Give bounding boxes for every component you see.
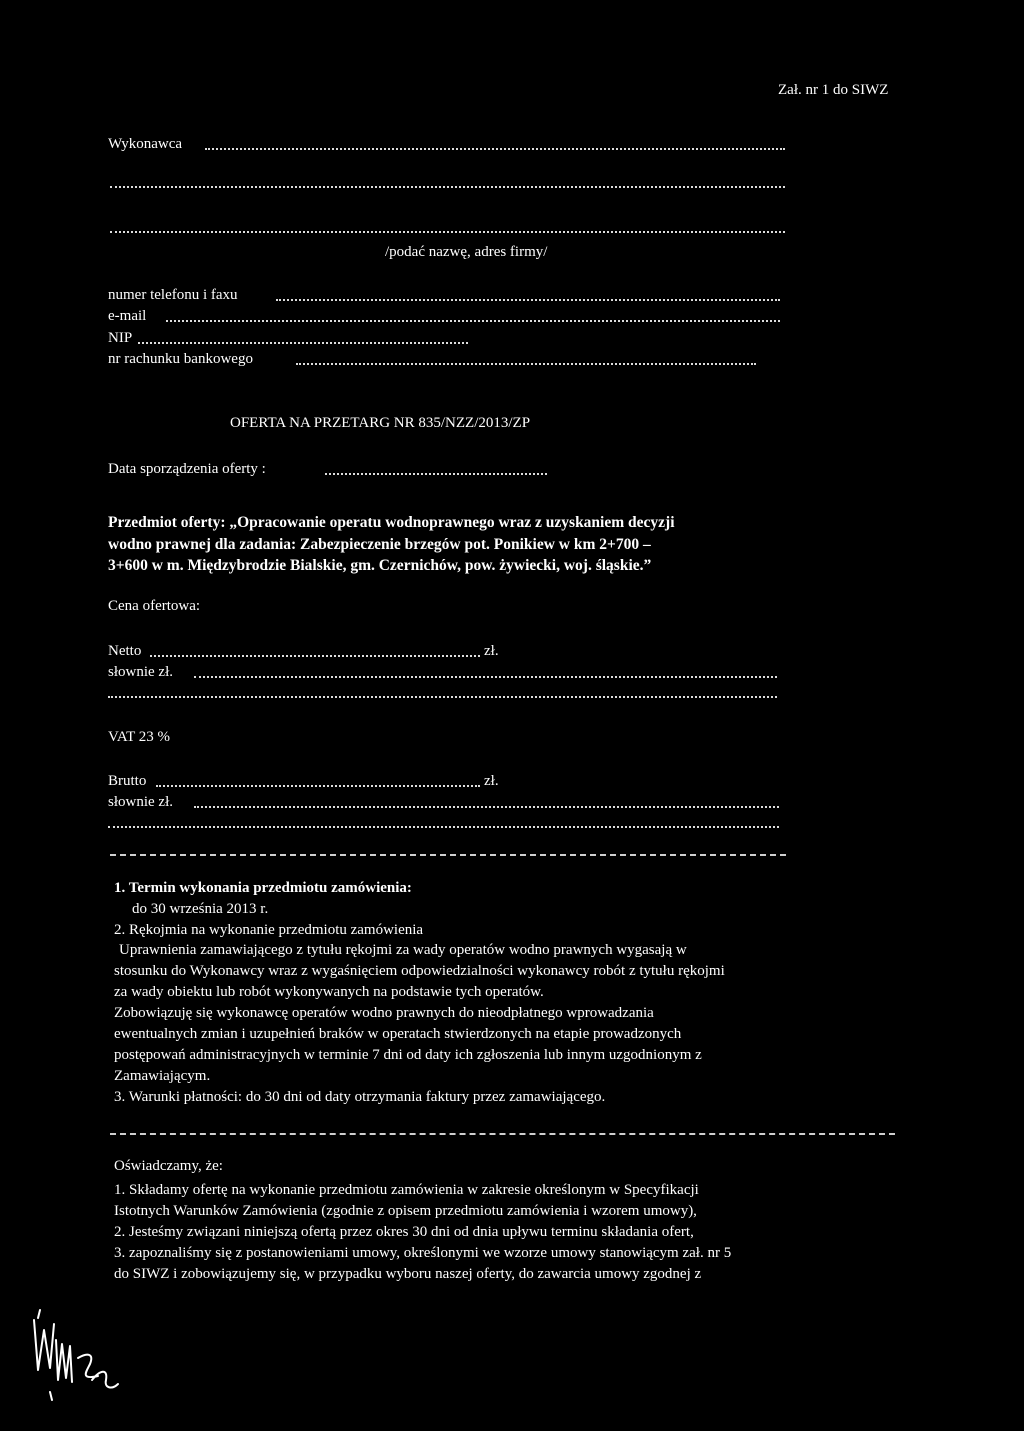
term-3-line: 3. Warunki płatności: do 30 dni od daty otrzymania faktury przez zamawiającego.	[114, 1089, 606, 1105]
email-label: e-mail	[108, 308, 147, 324]
contractor-name-hint: /podać nazwę, adres firmy/	[385, 244, 548, 260]
term-2-line-4: Zobowiązuję się wykonawcę operatów wodno prawnych do nieodpłatnego wprowadzania	[114, 1005, 654, 1021]
term-2-line-6: postępowań administracyjnych w terminie 7 dni od daty ich zgłoszenia lub innym uzgodnionym z	[114, 1047, 702, 1063]
contractor-field-line-1	[205, 148, 785, 150]
bank-account-field-line	[296, 363, 756, 365]
term-2-line-2: stosunku do Wykonawcy wraz z wygaśnięciem odpowiedzialności wykonawcy robót z tytułu rękojmi	[114, 963, 725, 979]
brutto-field-line	[156, 785, 480, 787]
offer-date-label: Data sporządzenia oferty :	[108, 461, 266, 477]
phone-field-line	[276, 299, 780, 301]
declaration-2-line: 2. Jesteśmy związani niniejszą ofertą przez okres 30 dni od dnia upływu terminu składania ofert,	[114, 1224, 694, 1240]
netto-label: Netto	[108, 643, 142, 659]
section-divider-1	[110, 854, 786, 856]
term-2-line-3: za wady obiektu lub robót wykonywanych na podstawie tych operatów.	[114, 984, 544, 1000]
offer-subject-line-2: wodno prawnej dla zadania: Zabezpieczenie brzegów pot. Ponikiew w km 2+700 –	[108, 536, 651, 553]
netto-words-field-line-2	[108, 696, 777, 698]
term-2-line-1: Uprawnienia zamawiającego z tytułu rękojmi za wady operatów wodno prawnych wygasają w	[119, 942, 687, 958]
section-divider-2	[110, 1133, 895, 1135]
email-field-line	[166, 320, 780, 322]
netto-currency: zł.	[484, 643, 499, 659]
price-label: Cena ofertowa:	[108, 598, 201, 614]
vat-label: VAT 23 %	[108, 729, 170, 745]
contractor-field-line-2	[110, 186, 785, 188]
term-1-heading: 1. Termin wykonania przedmiotu zamówienia:	[114, 880, 412, 896]
bank-account-label: nr rachunku bankowego	[108, 351, 253, 367]
nip-label: NIP	[108, 330, 133, 346]
declaration-3-line-2: do SIWZ i zobowiązujemy się, w przypadku wyboru naszej oferty, do zawarcia umowy zgodnej z	[114, 1266, 702, 1282]
netto-words-field-line-1	[194, 676, 777, 678]
declaration-1-line-1: 1. Składamy ofertę na wykonanie przedmiotu zamówienia w zakresie określonym w Specyfikacji	[114, 1182, 699, 1198]
brutto-currency: zł.	[484, 773, 499, 789]
netto-words-label: słownie zł.	[108, 664, 173, 680]
offer-subject-line-3: 3+600 w m. Międzybrodzie Bialskie, gm. Czernichów, pow. żywiecki, woj. śląskie.”	[108, 557, 652, 574]
offer-date-field-line	[325, 473, 547, 475]
phone-label: numer telefonu i faxu	[108, 287, 238, 303]
brutto-words-label: słownie zł.	[108, 794, 173, 810]
brutto-words-field-line-2	[108, 826, 779, 828]
contractor-label: Wykonawca	[108, 136, 183, 152]
nip-field-line	[138, 342, 468, 344]
handwritten-initials-icon	[28, 1300, 138, 1405]
offer-title: OFERTA NA PRZETARG NR 835/NZZ/2013/ZP	[230, 415, 531, 431]
offer-subject-line-1: Przedmiot oferty: „Opracowanie operatu wodnoprawnego wraz z uzyskaniem decyzji	[108, 514, 675, 531]
brutto-label: Brutto	[108, 773, 147, 789]
declaration-1-line-2: Istotnych Warunków Zamówienia (zgodnie z opisem przedmiotu zamówienia i wzorem umowy),	[114, 1203, 697, 1219]
term-2-line-7: Zamawiającym.	[114, 1068, 211, 1084]
declaration-3-line-1: 3. zapoznaliśmy się z postanowieniami umowy, określonymi we wzorze umowy stanowiącym zał. nr 5	[114, 1245, 732, 1261]
term-1-value: do 30 września 2013 r.	[132, 901, 269, 917]
term-2-line-5: ewentualnych zmian i uzupełnień braków w operatach stwierdzonych na etapie prowadzonych	[114, 1026, 682, 1042]
declarations-heading: Oświadczamy, że:	[114, 1158, 223, 1174]
contractor-field-line-3	[110, 231, 785, 233]
brutto-words-field-line-1	[194, 806, 779, 808]
term-2-heading: 2. Rękojmia na wykonanie przedmiotu zamówienia	[114, 922, 424, 938]
attachment-label: Zał. nr 1 do SIWZ	[778, 82, 889, 98]
netto-field-line	[150, 655, 480, 657]
